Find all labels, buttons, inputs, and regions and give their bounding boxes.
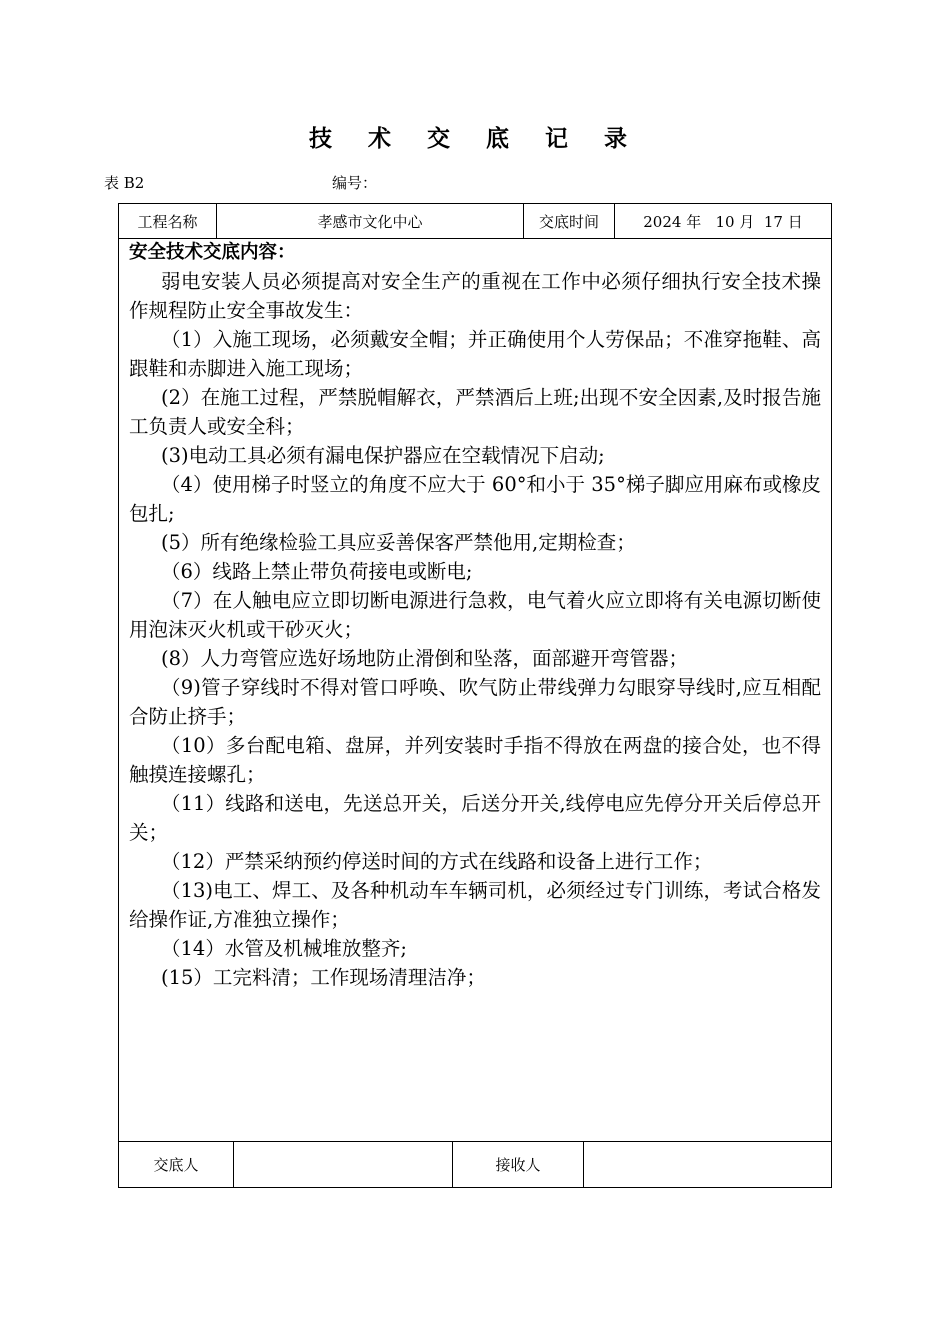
number-label: 编号： [332, 174, 378, 192]
content-paragraph: （6）线路上禁止带负荷接电或断电; [161, 560, 473, 583]
project-name-value: 孝感市文化中心 [217, 204, 524, 238]
content-paragraph: (2）在施工过程，严禁脱帽解衣，严禁酒后上班;出现不安全因素,及时报告施工负责人或安全科； [129, 386, 821, 438]
project-name-label: 工程名称 [119, 204, 217, 238]
content-paragraph: (5）所有绝缘检验工具应妥善保客严禁他用,定期检查； [161, 531, 636, 554]
giver-signature-field [234, 1142, 453, 1187]
disclosure-time-value: 2024 年 10 月 17 日 [643, 212, 803, 231]
content-paragraph: （7）在人触电应立即切断电源进行急救，电气着火应立即将有关电源切断使用泡沫灭火机或干砂灭火； [129, 589, 821, 641]
content-section [119, 238, 831, 1142]
content-paragraph: （14）水管及机械堆放整齐; [161, 937, 407, 960]
receiver-label: 接收人 [453, 1142, 584, 1187]
content-paragraph: （11）线路和送电，先送总开关，后送分开关,线停电应先停分开关后停总开关； [129, 792, 821, 844]
disclosure-table [118, 203, 832, 1188]
content-paragraph: 弱电安装人员必须提高对安全生产的重视在工作中必须仔细执行安全技术操作规程防止安全事故发生： [129, 270, 821, 322]
form-number: 表 B2 [104, 174, 145, 192]
content-paragraph: (3)电动工具必须有漏电保护器应在空载情况下启动; [161, 444, 605, 467]
document-title: 技 术 交 底 记 录 [308, 126, 642, 152]
content-paragraph: (8）人力弯管应选好场地防止滑倒和坠落，面部避开弯管器； [161, 647, 689, 670]
content-heading: 安全技术交底内容： [129, 242, 296, 263]
content-paragraph: （4）使用梯子时竖立的角度不应大于 60°和小于 35°梯子脚应用麻布或橡皮包扎; [129, 473, 821, 525]
disclosure-time-label: 交底时间 [524, 204, 615, 238]
receiver-signature-field [584, 1142, 831, 1187]
content-paragraph: （1）入施工现场，必须戴安全帽；并正确使用个人劳保品；不准穿拖鞋、高跟鞋和赤脚进入施工现场； [129, 328, 821, 380]
content-paragraph: （10）多台配电箱、盘屏，并列安装时手指不得放在两盘的接合处，也不得触摸连接螺孔； [129, 734, 821, 786]
content-paragraph: （12）严禁采纳预约停送时间的方式在线路和设备上进行工作； [161, 850, 713, 873]
header-row [119, 204, 831, 239]
giver-label: 交底人 [119, 1142, 234, 1187]
content-paragraph: (15）工完料清；工作现场清理洁净； [161, 966, 486, 989]
signature-row [119, 1142, 831, 1187]
content-paragraph: （9)管子穿线时不得对管口呼唤、吹气防止带线弹力勾眼穿导线时,应互相配合防止挤手； [129, 676, 821, 728]
content-paragraph: （13)电工、焊工、及各种机动车车辆司机，必须经过专门训练，考试合格发给操作证,方准独立操作； [129, 879, 821, 931]
